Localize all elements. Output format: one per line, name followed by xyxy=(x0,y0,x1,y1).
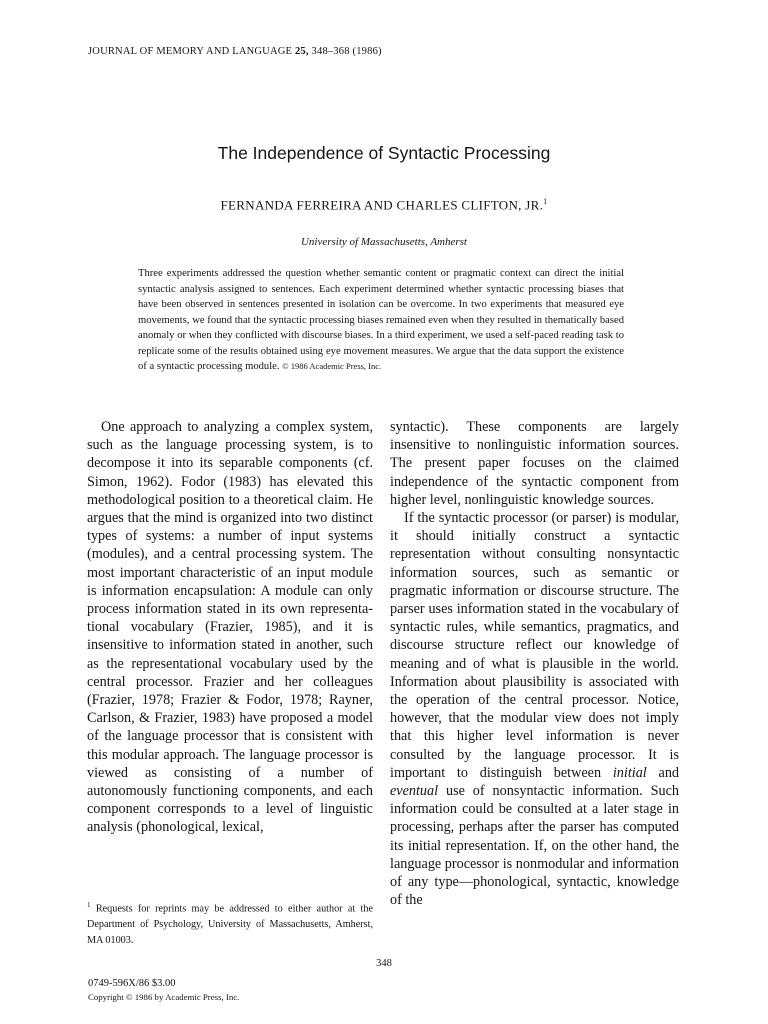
journal-pages: 348–368 (1986) xyxy=(311,46,382,57)
abstract-copyright: © 1986 Academic Press, Inc. xyxy=(282,361,382,371)
body-text: If the syntactic processor (or parser) is modular, it should initially construct a syntactic representation without consulting nonsyntactic information sources, such as semantic or pragmatic information or discourse structure. The parser uses information stated in the vocabulary of syntactic rules, while semantics, pragmatics, and discourse structure reflect our knowledge of meaning and of what is plausible in the world. Information about plausibility is associated with the operation of the central processor. Notice, however, that the modular view does not imply that this higher level information is never consulted by the language processor. It is important to distinguish between xyxy=(390,510,679,781)
emphasis-eventual: eventual xyxy=(390,783,439,800)
article-title: The Independence of Syntactic Processing xyxy=(217,143,551,163)
running-header xyxy=(88,46,382,57)
footnote-text: Requests for reprints may be addressed to either author at the Department of Psychology, University of Massachusetts, Amherst, MA 01003. xyxy=(87,903,373,946)
body-column-left xyxy=(87,418,373,837)
affiliation: University of Massachusetts, Amherst xyxy=(300,236,467,248)
body-paragraph xyxy=(390,509,679,909)
footnote xyxy=(87,898,373,948)
emphasis-initial: initial xyxy=(612,764,647,781)
body-paragraph: One approach to analyzing a complex system, such as the language processing system, is to decompose it into its separable components (cf. Simon, 1962). Fodor (1983) has elevated this methodological position to a theoretical claim. He argues that the mind is organized into two distinct types of systems: a number of input systems (modules), and a central processing system. The most important characteristic of an input module is information encapsulation: A module can only process information stated in its own representational vocabulary (Frazier, 1985), and it is insensitive to information stated in another, such as the representational vocabulary used by the central processor. Frazier and her colleagues (Frazier, 1978; Frazier & Fodor, 1978; Rayner, Carlson, & Frazier, 1983) have proposed a model of the language processor that is consistent with this modular approach. The language processor is viewed as consisting of a number of autonomously functioning components, and each component corresponds to a level of linguistic analysis (phonological, lexical, xyxy=(87,419,373,836)
abstract xyxy=(138,266,624,375)
body-column-right xyxy=(390,418,679,909)
copyright-line: Copyright © 1986 by Academic Press, Inc. xyxy=(88,992,240,1002)
body-text: use of nonsyntactic information. Such information could be consulted at a later stage in processing, perhaps after the parser has computed its initial representation. If, on the other hand, the language processor is nonmodular and information of any type—phonological, syntactic, knowledge of the xyxy=(390,783,679,909)
body-text-and: and xyxy=(646,764,680,781)
abstract-text: Three experiments addressed the question whether semantic content or pragmatic context can direct the initial syntactic analysis assigned to sentences. Each experiment determined whether syntactic processing biases that have been observed in sentences presented in isolation can be overcome. In two experiments that measured eye movements, we found that the syntactic processing biases remained even when they resulted in thematically based anomaly or when they conflicted with discourse biases. In a third experiment, we used a self-paced reading task to replicate some of the results obtained using eye movement measures. We argue that the data support the existence of a syntactic processing module. xyxy=(138,268,624,372)
author-footnote-marker: 1 xyxy=(543,197,548,206)
footnote-marker: 1 xyxy=(87,901,91,909)
journal-name: JOURNAL OF MEMORY AND LANGUAGE xyxy=(88,46,293,57)
author-line xyxy=(0,197,768,213)
page-number: 348 xyxy=(376,958,392,969)
author-names: FERNANDA FERREIRA AND CHARLES CLIFTON, JR. xyxy=(220,197,544,213)
issn-price: 0749-596X/86 $3.00 xyxy=(88,978,176,989)
body-paragraph-continued: syntactic). These components are largely insensitive to nonlinguistic information sources. The present paper focuses on the claimed independence of the syntactic component from higher level, nonlinguistic knowledge sources. xyxy=(390,419,679,508)
journal-volume: 25, xyxy=(294,46,309,57)
